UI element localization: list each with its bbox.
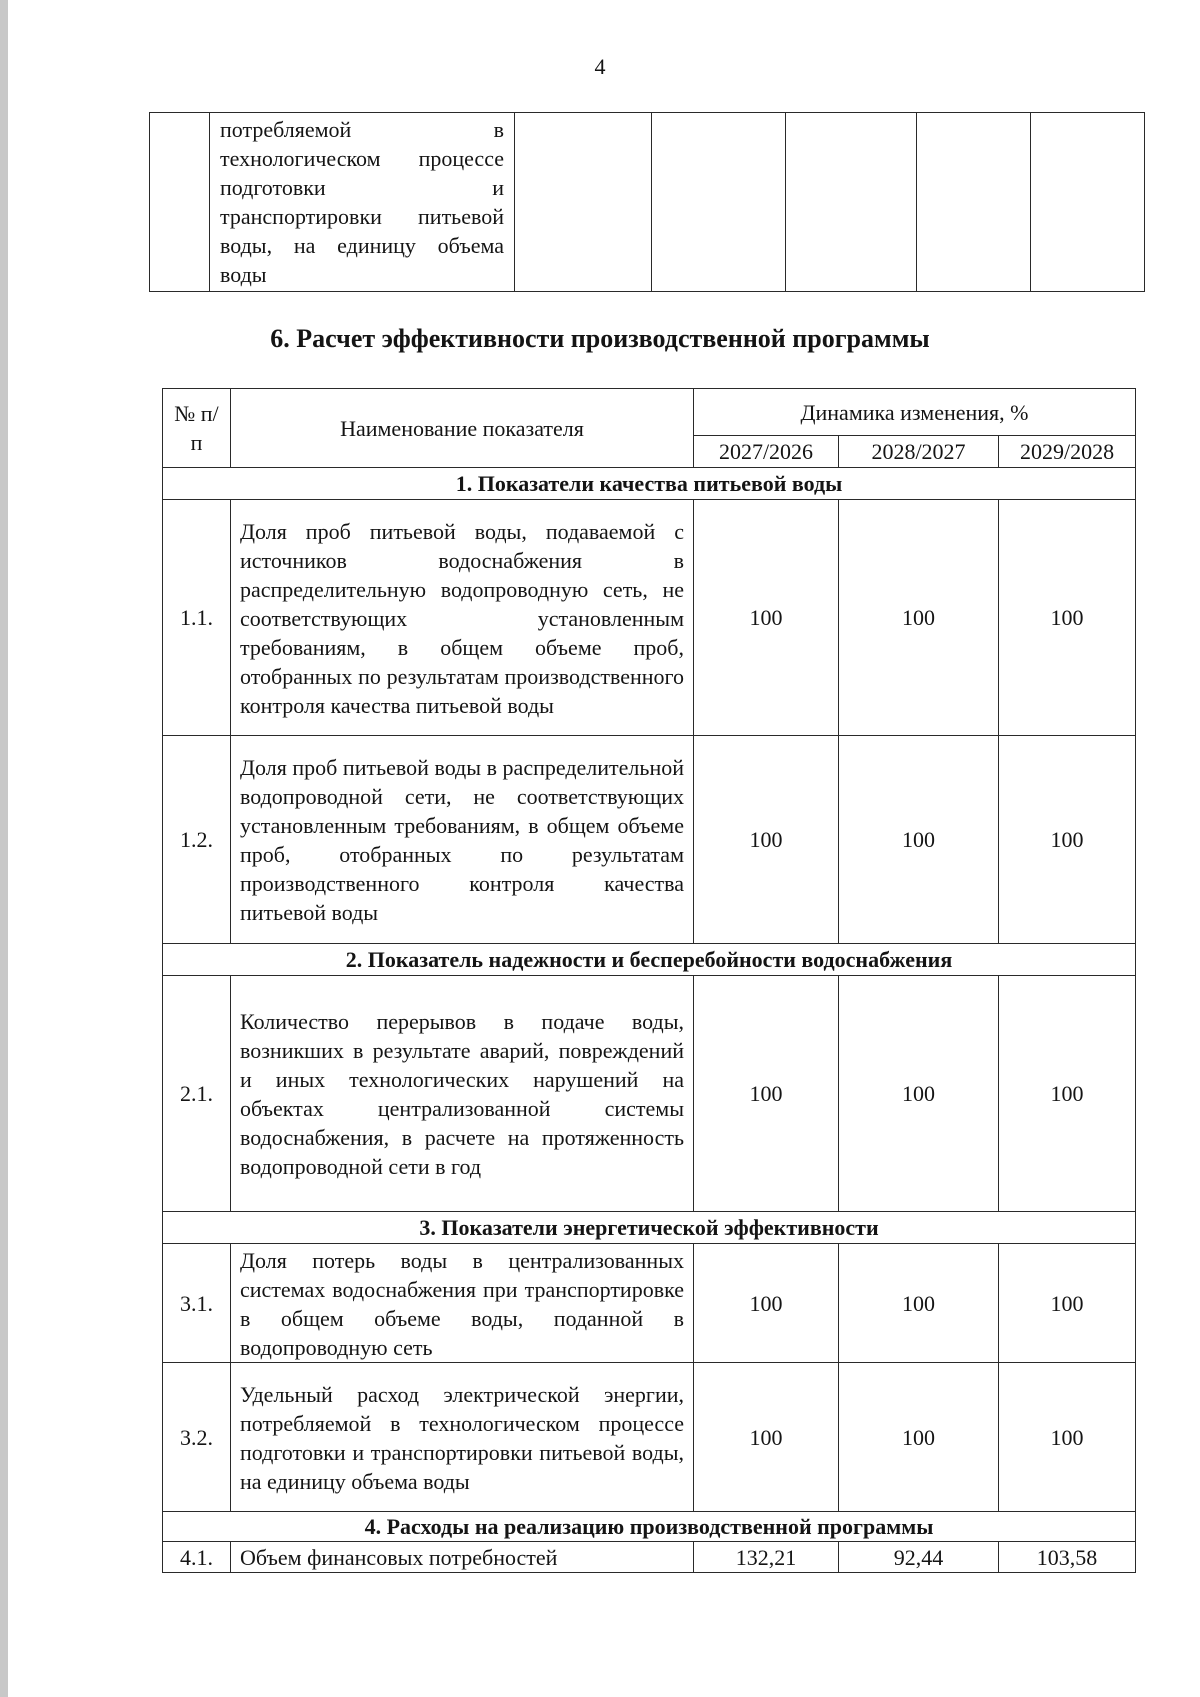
header-dynamics: Динамика изменения, % <box>694 389 1136 436</box>
row-value: 100 <box>999 500 1136 736</box>
row-value: 100 <box>839 736 999 944</box>
row-value: 100 <box>999 976 1136 1212</box>
row-value: 100 <box>694 500 839 736</box>
row-num: 1.1. <box>163 500 231 736</box>
efficiency-table <box>162 388 1136 1573</box>
carryover-row <box>150 113 1145 292</box>
header-row <box>163 389 1136 436</box>
section-title: 6. Расчет эффективности производственной программы <box>270 324 930 353</box>
table-row <box>163 1363 1136 1512</box>
header-name: Наименование показателя <box>231 389 694 468</box>
group-row <box>163 1212 1136 1244</box>
carryover-text: потребляемой в технологическом процессе подготовки и транспортировки питьевой воды, на единицу объема воды <box>210 113 515 292</box>
row-value: 100 <box>839 1363 999 1512</box>
group-row <box>163 944 1136 976</box>
row-num: 1.2. <box>163 736 231 944</box>
header-num: № п/п <box>163 389 231 468</box>
row-value: 100 <box>839 500 999 736</box>
header-period: 2027/2026 <box>694 436 839 468</box>
row-value: 100 <box>999 736 1136 944</box>
row-num: 2.1. <box>163 976 231 1212</box>
table-row <box>163 1244 1136 1363</box>
row-name: Доля проб питьевой воды, подаваемой с источников водоснабжения в распределительную водопроводную сеть, не соответствующих установленным требованиям, в общем объеме проб, отобранных по результатам производственного контроля качества питьевой воды <box>231 500 694 736</box>
table-row <box>163 736 1136 944</box>
carryover-empty-cell <box>917 113 1031 292</box>
carryover-table <box>149 112 1145 292</box>
header-period: 2028/2027 <box>839 436 999 468</box>
row-value: 100 <box>694 976 839 1212</box>
row-value: 100 <box>999 1363 1136 1512</box>
row-num: 3.1. <box>163 1244 231 1363</box>
row-name: Доля потерь воды в централизованных системах водоснабжения при транспортировке в общем объеме воды, поданной в водопроводную сеть <box>231 1244 694 1363</box>
table-row <box>163 976 1136 1212</box>
row-name: Удельный расход электрической энергии, потребляемой в технологическом процессе подготовки и транспортировки питьевой воды, на единицу объема воды <box>231 1363 694 1512</box>
row-value: 100 <box>694 1244 839 1363</box>
row-num: 4.1. <box>163 1542 231 1573</box>
group-row <box>163 468 1136 500</box>
group-title: 1. Показатели качества питьевой воды <box>163 468 1136 500</box>
row-value: 103,58 <box>999 1542 1136 1573</box>
carryover-empty-cell <box>1031 113 1145 292</box>
row-name: Объем финансовых потребностей <box>231 1542 694 1573</box>
scan-edge <box>0 0 8 1697</box>
row-value: 92,44 <box>839 1542 999 1573</box>
carryover-num-cell <box>150 113 210 292</box>
carryover-empty-cell <box>515 113 652 292</box>
row-value: 100 <box>694 1363 839 1512</box>
group-row <box>163 1512 1136 1542</box>
table-row <box>163 1542 1136 1573</box>
group-title: 2. Показатель надежности и бесперебойности водоснабжения <box>163 944 1136 976</box>
row-value: 100 <box>999 1244 1136 1363</box>
carryover-empty-cell <box>786 113 917 292</box>
group-title: 4. Расходы на реализацию производственной программы <box>163 1512 1136 1542</box>
row-value: 100 <box>694 736 839 944</box>
row-name: Доля проб питьевой воды в распределительной водопроводной сети, не соответствующих установленным требованиям, в общем объеме проб, отобранных по результатам производственного контроля качества питьевой воды <box>231 736 694 944</box>
row-num: 3.2. <box>163 1363 231 1512</box>
row-value: 132,21 <box>694 1542 839 1573</box>
carryover-empty-cell <box>652 113 786 292</box>
row-value: 100 <box>839 1244 999 1363</box>
row-name: Количество перерывов в подаче воды, возникших в результате аварий, повреждений и иных технологических нарушений на объектах централизованной системы водоснабжения, в расчете на протяженность водопроводной сети в год <box>231 976 694 1212</box>
header-period: 2029/2028 <box>999 436 1136 468</box>
page-number: 4 <box>594 54 606 79</box>
table-row <box>163 500 1136 736</box>
row-value: 100 <box>839 976 999 1212</box>
group-title: 3. Показатели энергетической эффективности <box>163 1212 1136 1244</box>
